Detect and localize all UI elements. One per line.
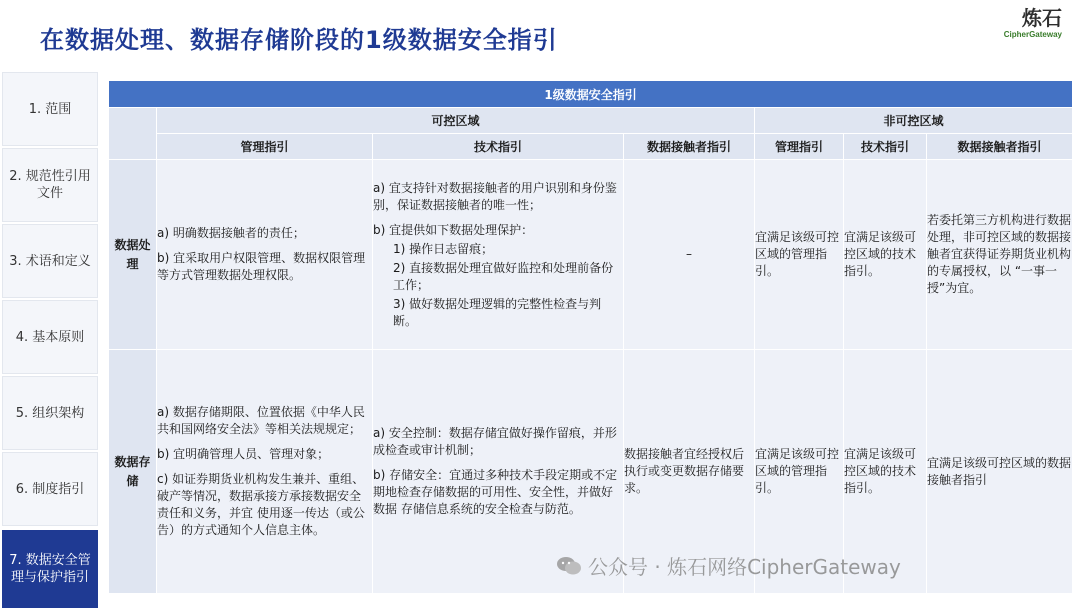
sidebar-item-data-security[interactable]: 7. 数据安全管理与保护指引 bbox=[2, 530, 98, 608]
controlled-area-header: 可控区域 bbox=[157, 108, 755, 134]
col-header: 管理指引 bbox=[157, 134, 373, 160]
uncontrolled-area-header: 非可控区域 bbox=[755, 108, 1073, 134]
stage-label: 数据处理 bbox=[109, 160, 157, 350]
sidebar-item-terms[interactable]: 3. 术语和定义 bbox=[2, 224, 98, 298]
wechat-icon bbox=[556, 556, 582, 576]
guideline-subline: 3) 做好数据处理逻辑的完整性检查与判断。 bbox=[393, 296, 602, 328]
mgmt-guideline-cell bbox=[157, 160, 373, 350]
u-mgmt-guideline-cell: 宜满足该级可控区域的管理指引。 bbox=[755, 350, 844, 594]
col-header: 技术指引 bbox=[373, 134, 624, 160]
tech-guideline-cell bbox=[373, 160, 624, 350]
sidebar-item-organization[interactable]: 5. 组织架构 bbox=[2, 376, 98, 450]
sidebar-item-references[interactable]: 2. 规范性引用文件 bbox=[2, 148, 98, 222]
guideline-line: b) 宜明确管理人员、管理对象； bbox=[157, 447, 330, 461]
mgmt-guideline-cell bbox=[157, 350, 373, 594]
sidebar-item-scope[interactable]: 1. 范围 bbox=[2, 72, 98, 146]
guideline-table bbox=[108, 80, 1073, 594]
u-tech-guideline-cell: 宜满足该级可控区域的技术指引。 bbox=[844, 160, 927, 350]
brand-logo bbox=[1004, 6, 1062, 39]
guideline-line: b) 存储安全：宜通过多种技术手段定期或不定期地检查存储数据的可用性、安全性，并做好数据 存储信息系统的安全检查与防范。 bbox=[373, 468, 618, 516]
contact-guideline-cell: 数据接触者宜经授权后执行或变更数据存储要求。 bbox=[624, 350, 755, 594]
guideline-line: a) 安全控制：数据存储宜做好操作留痕，并形成检查或审计机制； bbox=[373, 426, 617, 457]
page-title: 在数据处理、数据存储阶段的1级数据安全指引 bbox=[40, 26, 558, 54]
u-tech-guideline-cell: 宜满足该级可控区域的技术指引。 bbox=[844, 350, 927, 594]
logo-subtitle: CipherGateway bbox=[1003, 30, 1062, 39]
guideline-line: c) 如证券期货业机构发生兼并、重组、破产等情况，数据承接方承接数据安全责任和义务，并宜 使用逐一传达（或公告）的方式通知个人信息主体。 bbox=[157, 472, 365, 537]
table-band-title: 1级数据安全指引 bbox=[109, 81, 1073, 108]
stage-header-blank bbox=[109, 108, 157, 160]
sidebar-item-policy[interactable]: 6. 制度指引 bbox=[2, 452, 98, 526]
watermark bbox=[556, 551, 901, 580]
col-header: 技术指引 bbox=[844, 134, 927, 160]
sidebar bbox=[0, 72, 100, 608]
guideline-subline: 2) 直接数据处理宜做好监控和处理前备份工作； bbox=[393, 260, 614, 292]
contact-guideline-cell: – bbox=[624, 160, 755, 350]
u-contact-guideline-cell: 宜满足该级可控区域的数据接触者指引 bbox=[927, 350, 1073, 594]
guideline-line: b) 宜提供如下数据处理保护： bbox=[373, 222, 534, 237]
table-row bbox=[109, 160, 1073, 350]
guideline-line: a) 明确数据接触者的责任； bbox=[157, 226, 305, 240]
stage-label: 数据存储 bbox=[109, 350, 157, 594]
guideline-line: b) 宜采取用户权限管理、数据权限管理等方式管理数据处理权限。 bbox=[157, 251, 366, 282]
col-header: 数据接触者指引 bbox=[927, 134, 1073, 160]
u-mgmt-guideline-cell: 宜满足该级可控区域的管理指引。 bbox=[755, 160, 844, 350]
guideline-line: a) 数据存储期限、位置依据《中华人民共和国网络安全法》等相关法规规定； bbox=[157, 405, 365, 436]
sidebar-item-principles[interactable]: 4. 基本原则 bbox=[2, 300, 98, 374]
u-contact-guideline-cell: 若委托第三方机构进行数据处理，非可控区域的数据接触者宜获得证券期货业机构的专属授权，以 “一事一授”为宜。 bbox=[927, 160, 1073, 350]
col-header: 管理指引 bbox=[755, 134, 844, 160]
watermark-text: 公众号 · 炼石网络CipherGateway bbox=[588, 555, 901, 579]
col-header: 数据接触者指引 bbox=[624, 134, 755, 160]
guideline-subline: 1) 操作日志留痕； bbox=[393, 241, 494, 256]
logo-mark: 炼石 bbox=[1022, 6, 1062, 30]
guideline-line: a) 宜支持针对数据接触者的用户识别和身份鉴别，保证数据接触者的唯一性； bbox=[373, 180, 617, 212]
